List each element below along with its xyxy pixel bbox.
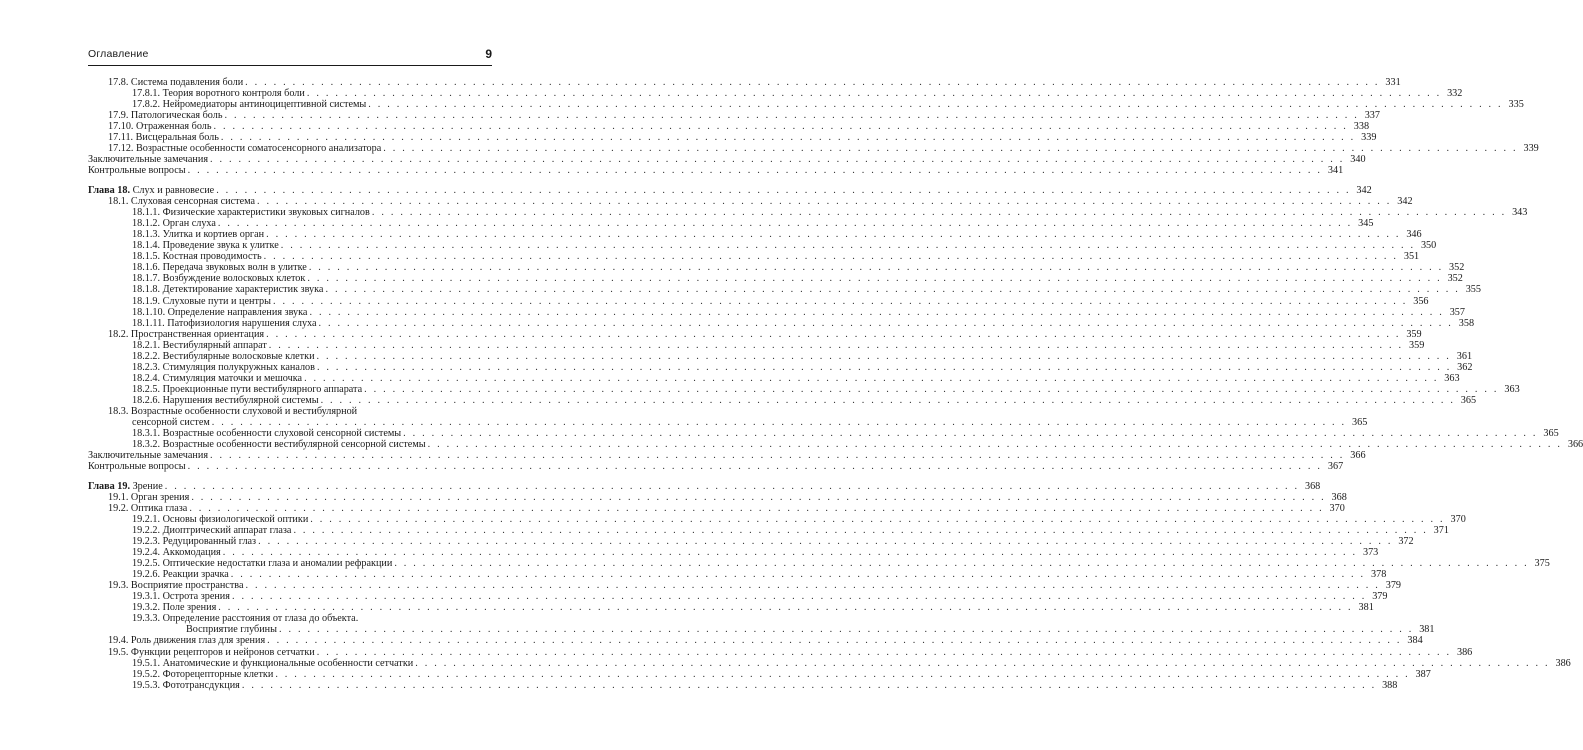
toc-entry-title	[132, 262, 309, 273]
toc-page-number: 359	[1406, 328, 1422, 340]
toc-leader-dots: . . . . . . . . . . . . . . . . . . . . . . . . . . . . . . . . . . . . . . . . . . . . . . . . . . . . . . . . . . . . . . . . . . . . . . . . . . . . . . . . . . . . . . . . . . . . . . . . . . . . . . . . . . . . . . . . . . . . . . . .	[371, 207, 1507, 219]
toc-entry-text: 18.3. Возрастные особенности слуховой и вестибулярной	[108, 406, 358, 417]
toc-entry-text: 18.3.2. Возрастные особенности вестибулярной сенсорной системы	[132, 439, 426, 451]
toc-page-number: 339	[1361, 132, 1377, 144]
toc-entry-text: 18.2.5. Проекционные пути вестибулярного аппарата	[132, 383, 363, 395]
toc-leader-dots: . . . . . . . . . . . . . . . . . . . . . . . . . . . . . . . . . . . . . . . . . . . . . . . . . . . . . . . . . . . . . . . . . . . . . . . . . . . . . . . . . . . . . . . . . . . . . . . . . . . . . . . . . . . . . . . . . . . . . . . .	[306, 88, 1442, 99]
toc-entry[interactable]	[132, 569, 1387, 581]
toc-leader-dots: . . . . . . . . . . . . . . . . . . . . . . . . . . . . . . . . . . . . . . . . . . . . . . . . . . . . . . . . . . . . . . . . . . . . . . . . . . . . . . . . . . . . . . . . . . . . . . . . . . . . . . . . . . . . . . . . . . . . . . . .	[268, 339, 1404, 351]
toc-page-number: 368	[1304, 480, 1321, 492]
toc-leader-dots: . . . . . . . . . . . . . . . . . . . . . . . . . . . . . . . . . . . . . . . . . . . . . . . . . . . . . . . . . . . . . . . . . . . . . . . . . . . . . . . . . . . . . . . . . . . . . . . . . . . . . . . . . . . . . . . . . . . . . . . .	[210, 154, 1345, 166]
toc-entry[interactable]	[132, 339, 1425, 351]
toc-entry[interactable]	[132, 372, 1460, 384]
toc-entry-title	[132, 373, 304, 384]
toc-entry-text: 19.3.3. Определение расстояния от глаза до объекта.	[132, 613, 359, 625]
toc-entry-text: 18.1.9. Слуховые пути и центры	[132, 295, 271, 307]
toc-entry[interactable]	[132, 679, 1398, 691]
toc-entry-title	[108, 503, 189, 514]
toc-chapter-label: Глава 18.	[88, 185, 131, 196]
toc-leader-dots: . . . . . . . . . . . . . . . . . . . . . . . . . . . . . . . . . . . . . . . . . . . . . . . . . . . . . . . . . . . . . . . . . . . . . . . . . . . . . . . . . . . . . . . . . . . . . . . . . . . . . . . . . . . . . . . . . . . . . . . .	[222, 547, 1358, 559]
toc-entry-title	[108, 492, 191, 503]
toc-entry-text: 18.1. Слуховая сенсорная система	[108, 196, 256, 207]
toc-leader-dots: . . . . . . . . . . . . . . . . . . . . . . . . . . . . . . . . . . . . . . . . . . . . . . . . . . . . . . . . . . . . . . . . . . . . . . . . . . . . . . . . . . . . . . . . . . . . . . . . . . . . . . . . . . . . . . . . . . . . . . . .	[266, 229, 1401, 241]
toc-leader-dots: . . . . . . . . . . . . . . . . . . . . . . . . . . . . . . . . . . . . . . . . . . . . . . . . . . . . . . . . . . . . . . . . . . . . . . . . . . . . . . . . . . . . . . . . . . . . . . . . . . . . . . . . . . . . . . . . . . . . . . . .	[187, 461, 1323, 473]
toc-page-number: 361	[1456, 350, 1473, 362]
toc-entry-title	[132, 351, 317, 362]
toc-page-number: 332	[1447, 88, 1463, 99]
toc-entry-text: 18.2.3. Стимуляция полукружных каналов	[132, 361, 315, 373]
toc-entry[interactable]	[132, 558, 1550, 570]
toc-entry[interactable]	[132, 513, 1466, 525]
toc-entry[interactable]	[132, 383, 1520, 395]
toc-entry-text: 17.8.2. Нейромедиаторы антиноцицептивной системы	[132, 99, 367, 111]
toc-page-number: 341	[1327, 165, 1344, 177]
toc-entry-title	[132, 340, 269, 351]
toc-entry-title	[108, 580, 245, 591]
toc-leader-dots: . . . . . . . . . . . . . . . . . . . . . . . . . . . . . . . . . . . . . . . . . . . . . . . . . . . . . . . . . . . . . . . . . . . . . . . . . . . . . . . . . . . . . . . . . . . . . . . . . . . . . . . . . . . . . . . . . . . . . . . .	[217, 218, 1353, 230]
toc-entry-title	[132, 536, 258, 547]
toc-leader-dots: . . . . . . . . . . . . . . . . . . . . . . . . . . . . . . . . . . . . . . . . . . . . . . . . . . . . . . . . . . . . . . . . . . . . . . . . . . . . . . . . . . . . . . . . . . . . . . . . . . . . . . . . . . . . . . . . . . . . . . . .	[191, 491, 1326, 503]
toc-entry[interactable]	[132, 668, 1431, 680]
toc-page-number: 358	[1458, 317, 1475, 329]
toc-entry-title	[132, 428, 403, 439]
toc-leader-dots: . . . . . . . . . . . . . . . . . . . . . . . . . . . . . . . . . . . . . . . . . . . . . . . . . . . . . . . . . . . . . . . . . . . . . . . . . . . . . . . . . . . . . . . . . . . . . . . . . . . . . . . . . . . . . . . . . . . . . . . .	[275, 668, 1410, 680]
toc-entry[interactable]	[108, 143, 1539, 155]
toc-page-number: 340	[1350, 154, 1366, 166]
toc-page-number: 386	[1555, 657, 1571, 669]
toc-entry[interactable]	[108, 77, 1401, 88]
toc-entry-text: 18.1.11. Патофизиология нарушения слуха	[132, 317, 317, 329]
toc-leader-dots: . . . . . . . . . . . . . . . . . . . . . . . . . . . . . . . . . . . . . . . . . . . . . . . . . . . . . . . . . . . . . . . . . . . . . . . . . . . . . . . . . . . . . . . . . . . . . . . . . . . . . . . . . . . . . . . . . . . . . . . .	[220, 132, 1356, 144]
toc-leader-dots: . . . . . . . . . . . . . . . . . . . . . . . . . . . . . . . . . . . . . . . . . . . . . . . . . . . . . . . . . . . . . . . . . . . . . . . . . . . . . . . . . . . . . . . . . . . . . . . . . . . . . . . . . . . . . . . . . . . . . . . .	[218, 602, 1353, 614]
toc-entry-title	[108, 406, 357, 417]
toc-page-number: 368	[1331, 491, 1347, 503]
toc-entry-title	[132, 251, 264, 262]
toc-entry-title	[88, 165, 188, 176]
toc-entry-title	[132, 229, 266, 240]
toc-entry-title	[108, 329, 266, 340]
toc-leader-dots: . . . . . . . . . . . . . . . . . . . . . . . . . . . . . . . . . . . . . . . . . . . . . . . . . . . . . . . . . . . . . . . . . . . . . . . . . . . . . . . . . . . . . . . . . . . . . . . . . . . . . . . . . . . . . . . . . . . . . . . .	[210, 450, 1345, 462]
toc-entry[interactable]	[132, 229, 1422, 241]
toc-leader-dots: . . . . . . . . . . . . . . . . . . . . . . . . . . . . . . . . . . . . . . . . . . . . . . . . . . . . . . . . . . . . . . . . . . . . . . . . . . . . . . . . . . . . . . . . . . . . . . . . . . . . . . . . . . . . . . . . . . . . . . . .	[245, 580, 1380, 592]
toc-chapter-entry[interactable]	[88, 480, 1321, 492]
toc-leader-dots: . . . . . . . . . . . . . . . . . . . . . . . . . . . . . . . . . . . . . . . . . . . . . . . . . . . . . . . . . . . . . . . . . . . . . . . . . . . . . . . . . . . . . . . . . . . . . . . . . . . . . . . . . . . . . . . . . . . . . . . .	[267, 635, 1402, 647]
toc-entry-title	[132, 395, 321, 406]
toc-entry-text: 19.1. Орган зрения	[108, 491, 190, 503]
toc-leader-dots: . . . . . . . . . . . . . . . . . . . . . . . . . . . . . . . . . . . . . . . . . . . . . . . . . . . . . . . . . . . . . . . . . . . . . . . . . . . . . . . . . . . . . . . . . . . . . . . . . . . . . . . . . . . . . . . . . . . . . . . .	[364, 383, 1499, 395]
toc-entry-text: сенсорной систем	[132, 417, 210, 428]
toc-leader-dots: . . . . . . . . . . . . . . . . . . . . . . . . . . . . . . . . . . . . . . . . . . . . . . . . . . . . . . . . . . . . . . . . . . . . . . . . . . . . . . . . . . . . . . . . . . . . . . . . . . . . . . . . . . . . . . . . . . . . . . . .	[241, 679, 1377, 691]
toc-entry-title	[132, 362, 317, 373]
toc-page-number: 366	[1350, 450, 1366, 462]
toc-leader-dots: . . . . . . . . . . . . . . . . . . . . . . . . . . . . . . . . . . . . . . . . . . . . . . . . . . . . . . . . . . . . . . . . . . . . . . . . . . . . . . . . . . . . . . . . . . . . . . . . . . . . . . . . . . . . . . . . . . . . . . . .	[316, 350, 1452, 362]
toc-page-number: 375	[1534, 558, 1550, 570]
toc-entry-text: 19.3.1. Острота зрения	[132, 591, 230, 603]
toc-leader-dots: . . . . . . . . . . . . . . . . . . . . . . . . . . . . . . . . . . . . . . . . . . . . . . . . . . . . . . . . . . . . . . . . . . . . . . . . . . . . . . . . . . . . . . . . . . . . . . . . . . . . . . . . . . . . . . . . . . . . . . . .	[258, 536, 1393, 547]
toc-entry-title	[88, 481, 165, 492]
toc-leader-dots: . . . . . . . . . . . . . . . . . . . . . . . . . . . . . . . . . . . . . . . . . . . . . . . . . . . . . . . . . . . . . . . . . . . . . . . . . . . . . . . . . . . . . . . . . . . . . . . . . . . . . . . . . . . . . . . . . . . . . . . .	[394, 558, 1529, 570]
toc-entry[interactable]	[132, 99, 1524, 111]
toc-entry-text: Восприятие глубины	[186, 624, 277, 636]
toc-page-number: 345	[1358, 218, 1374, 230]
toc-entry[interactable]	[88, 461, 1344, 473]
toc-page-number: 343	[1512, 207, 1528, 219]
toc-page-number: 366	[1567, 439, 1583, 451]
toc-entry-text: 18.2.6. Нарушения вестибулярной системы	[132, 394, 319, 406]
toc-leader-dots: . . . . . . . . . . . . . . . . . . . . . . . . . . . . . . . . . . . . . . . . . . . . . . . . . . . . . . . . . . . . . . . . . . . . . . . . . . . . . . . . . . . . . . . . . . . . . . . . . . . . . . . . . . . . . . . . . . . . . . . .	[263, 251, 1399, 263]
toc-page-number: 338	[1353, 121, 1370, 133]
toc-entry[interactable]	[132, 525, 1449, 536]
toc-entry[interactable]	[88, 154, 1366, 166]
toc-page-number: 351	[1403, 251, 1420, 263]
toc-entry-text: 19.2. Оптика глаза	[108, 502, 188, 514]
toc-entry[interactable]	[108, 502, 1345, 514]
toc-page-number: 363	[1444, 372, 1460, 384]
toc-leader-dots: . . . . . . . . . . . . . . . . . . . . . . . . . . . . . . . . . . . . . . . . . . . . . . . . . . . . . . . . . . . . . . . . . . . . . . . . . . . . . . . . . . . . . . . . . . . . . . . . . . . . . . . . . . . . . . . . . . . . . . . .	[427, 439, 1563, 451]
toc-leader-dots: . . . . . . . . . . . . . . . . . . . . . . . . . . . . . . . . . . . . . . . . . . . . . . . . . . . . . . . . . . . . . . . . . . . . . . . . . . . . . . . . . . . . . . . . . . . . . . . . . . . . . . . . . . . . . . . . . . . . . . . .	[309, 306, 1444, 318]
toc-entry[interactable]	[132, 207, 1528, 219]
toc-entry[interactable]	[132, 417, 1368, 428]
toc-entry-title	[132, 613, 358, 624]
toc-leader-dots: . . . . . . . . . . . . . . . . . . . . . . . . . . . . . . . . . . . . . . . . . . . . . . . . . . . . . . . . . . . . . . . . . . . . . . . . . . . . . . . . . . . . . . . . . . . . . . . . . . . . . . . . . . . . . . . . . . . . . . . .	[325, 284, 1460, 296]
toc-entry[interactable]	[108, 406, 357, 417]
toc-entry-title	[132, 439, 428, 450]
toc-entry-title	[132, 591, 232, 602]
toc-entry-text: 18.1.7. Возбуждение волосковых клеток	[132, 273, 306, 285]
toc-leader-dots: . . . . . . . . . . . . . . . . . . . . . . . . . . . . . . . . . . . . . . . . . . . . . . . . . . . . . . . . . . . . . . . . . . . . . . . . . . . . . . . . . . . . . . . . . . . . . . . . . . . . . . . . . . . . . . . . . . . . . . . .	[224, 110, 1359, 122]
toc-entry-title	[108, 143, 383, 154]
toc-entry-title	[132, 207, 372, 218]
toc-page-number: 365	[1352, 417, 1368, 428]
toc-entry-title	[88, 450, 210, 461]
toc-entry-text: Слух и равновесие	[132, 185, 215, 196]
toc-leader-dots: . . . . . . . . . . . . . . . . . . . . . . . . . . . . . . . . . . . . . . . . . . . . . . . . . . . . . . . . . . . . . . . . . . . . . . . . . . . . . . . . . . . . . . . . . . . . . . . . . . . . . . . . . . . . . . . . . . . . . . . .	[307, 273, 1442, 285]
toc-entry[interactable]	[132, 350, 1473, 362]
toc-entry-text: 19.5.1. Анатомические и функциональные особенности сетчатки	[132, 657, 414, 669]
toc-entry-text: 17.11. Висцеральная боль	[108, 132, 219, 144]
toc-entry-title	[132, 99, 368, 110]
toc-entry-text: 18.2.1. Вестибулярный аппарат	[132, 339, 267, 351]
toc-leader-dots: . . . . . . . . . . . . . . . . . . . . . . . . . . . . . . . . . . . . . . . . . . . . . . . . . . . . . . . . . . . . . . . . . . . . . . . . . . . . . . . . . . . . . . . . . . . . . . . . . . . . . . . . . . . . . . . . . . . . . . . .	[211, 417, 1347, 428]
toc-entry-text: Заключительные замечания	[88, 450, 209, 462]
toc-entry-title	[108, 77, 245, 88]
toc-entry-text: 19.5. Функции рецепторов и нейронов сетчатки	[108, 646, 315, 658]
toc-entry-text: 18.1.2. Орган слуха	[132, 218, 216, 230]
toc-entry-text: 18.1.4. Проведение звука к улитке	[132, 240, 279, 252]
toc-leader-dots: . . . . . . . . . . . . . . . . . . . . . . . . . . . . . . . . . . . . . . . . . . . . . . . . . . . . . . . . . . . . . . . . . . . . . . . . . . . . . . . . . . . . . . . . . . . . . . . . . . . . . . . . . . . . . . . . . . . . . . . .	[257, 196, 1392, 207]
toc-entry-title	[132, 558, 394, 569]
toc-entry[interactable]	[132, 251, 1420, 263]
toc-leader-dots: . . . . . . . . . . . . . . . . . . . . . . . . . . . . . . . . . . . . . . . . . . . . . . . . . . . . . . . . . . . . . . . . . . . . . . . . . . . . . . . . . . . . . . . . . . . . . . . . . . . . . . . . . . . . . . . . . . . . . . . .	[187, 165, 1323, 177]
toc-leader-dots: . . . . . . . . . . . . . . . . . . . . . . . . . . . . . . . . . . . . . . . . . . . . . . . . . . . . . . . . . . . . . . . . . . . . . . . . . . . . . . . . . . . . . . . . . . . . . . . . . . . . . . . . . . . . . . . . . . . . . . . .	[216, 185, 1351, 196]
toc-entry-text: 18.1.3. Улитка и кортиев орган	[132, 229, 265, 241]
toc-entry-text: Контрольные вопросы	[88, 165, 186, 177]
toc-entry-text: 17.12. Возрастные особенности соматосенсорного анализатора	[108, 143, 382, 155]
toc-page-number: 362	[1457, 361, 1473, 373]
toc-leader-dots: . . . . . . . . . . . . . . . . . . . . . . . . . . . . . . . . . . . . . . . . . . . . . . . . . . . . . . . . . . . . . . . . . . . . . . . . . . . . . . . . . . . . . . . . . . . . . . . . . . . . . . . . . . . . . . . . . . . . . . . .	[213, 121, 1349, 133]
toc-page-number: 373	[1362, 547, 1379, 559]
toc-entry[interactable]	[132, 536, 1414, 547]
toc-entry[interactable]	[132, 306, 1465, 318]
toc-entry-text: 18.2.2. Вестибулярные волосковые клетки	[132, 350, 315, 362]
toc-page-number: 387	[1415, 668, 1431, 680]
toc-page-number: 381	[1358, 602, 1374, 614]
toc-entry-title	[108, 110, 224, 121]
toc-entry[interactable]	[132, 547, 1379, 559]
toc-entry-title	[132, 525, 293, 536]
running-header-title: Оглавление	[88, 48, 149, 60]
toc-chapter-label: Глава 19.	[88, 480, 131, 492]
toc-entry-title	[132, 669, 275, 680]
toc-entry-text: Заключительные замечания	[88, 154, 209, 166]
toc-entry-title	[132, 318, 319, 329]
toc-leader-dots: . . . . . . . . . . . . . . . . . . . . . . . . . . . . . . . . . . . . . . . . . . . . . . . . . . . . . . . . . . . . . . . . . . . . . . . . . . . . . . . . . . . . . . . . . . . . . . . . . . . . . . . . . . . . . . . . . . . . . . . .	[293, 525, 1428, 536]
toc-entry[interactable]	[132, 361, 1473, 373]
toc-entry-text: 19.2.1. Основы физиологической оптики	[132, 513, 309, 525]
toc-page-number: 370	[1450, 513, 1466, 525]
toc-entry[interactable]	[108, 635, 1423, 647]
toc-entry-text: 18.2. Пространственная ориентация	[108, 328, 265, 340]
toc-page-number: 367	[1327, 461, 1344, 473]
toc-entry-title	[132, 602, 218, 613]
toc-entry-text: 18.1.8. Детектирование характеристик звука	[132, 284, 324, 296]
toc-entry[interactable]	[132, 240, 1437, 252]
toc-leader-dots: . . . . . . . . . . . . . . . . . . . . . . . . . . . . . . . . . . . . . . . . . . . . . . . . . . . . . . . . . . . . . . . . . . . . . . . . . . . . . . . . . . . . . . . . . . . . . . . . . . . . . . . . . . . . . . . . . . . . . . . .	[230, 569, 1366, 581]
toc-page-number: 370	[1329, 502, 1345, 514]
toc-entry[interactable]	[132, 88, 1463, 99]
toc-entry-title	[132, 273, 307, 284]
toc-leader-dots: . . . . . . . . . . . . . . . . . . . . . . . . . . . . . . . . . . . . . . . . . . . . . . . . . . . . . . . . . . . . . . . . . . . . . . . . . . . . . . . . . . . . . . . . . . . . . . . . . . . . . . . . . . . . . . . . . . . . . . . .	[189, 502, 1324, 514]
toc-entry[interactable]	[132, 394, 1477, 406]
toc-entry-text: 19.2.4. Аккомодация	[132, 547, 221, 559]
toc-entry-title	[132, 417, 212, 428]
toc-leader-dots: . . . . . . . . . . . . . . . . . . . . . . . . . . . . . . . . . . . . . . . . . . . . . . . . . . . . . . . . . . . . . . . . . . . . . . . . . . . . . . . . . . . . . . . . . . . . . . . . . . . . . . . . . . . . . . . . . . . . . . . .	[310, 513, 1445, 525]
toc-leader-dots: . . . . . . . . . . . . . . . . . . . . . . . . . . . . . . . . . . . . . . . . . . . . . . . . . . . . . . . . . . . . . . . . . . . . . . . . . . . . . . . . . . . . . . . . . . . . . . . . . . . . . . . . . . . . . . . . . . . . . . . .	[320, 394, 1456, 406]
toc-page-number: 342	[1356, 185, 1372, 196]
toc-page-number: 350	[1420, 240, 1437, 252]
toc-entry[interactable]	[108, 110, 1380, 122]
toc-entry[interactable]	[108, 121, 1370, 133]
toc-leader-dots: . . . . . . . . . . . . . . . . . . . . . . . . . . . . . . . . . . . . . . . . . . . . . . . . . . . . . . . . . . . . . . . . . . . . . . . . . . . . . . . . . . . . . . . . . . . . . . . . . . . . . . . . . . . . . . . . . . . . . . . .	[415, 657, 1550, 669]
toc-page-number: 372	[1398, 536, 1414, 547]
toc-page-number: 386	[1456, 646, 1473, 658]
toc-leader-dots: . . . . . . . . . . . . . . . . . . . . . . . . . . . . . . . . . . . . . . . . . . . . . . . . . . . . . . . . . . . . . . . . . . . . . . . . . . . . . . . . . . . . . . . . . . . . . . . . . . . . . . . . . . . . . . . . . . . . . . . .	[318, 317, 1454, 329]
toc-entry-text: 17.10. Отраженная боль	[108, 121, 212, 133]
toc-page-number: 379	[1372, 591, 1388, 603]
toc-leader-dots: . . . . . . . . . . . . . . . . . . . . . . . . . . . . . . . . . . . . . . . . . . . . . . . . . . . . . . . . . . . . . . . . . . . . . . . . . . . . . . . . . . . . . . . . . . . . . . . . . . . . . . . . . . . . . . . . . . . . . . . .	[231, 591, 1367, 603]
toc-entry-text: 19.5.2. Фоторецепторные клетки	[132, 668, 274, 680]
toc-page-number: 352	[1447, 273, 1463, 285]
toc-entry-text: 19.2.5. Оптические недостатки глаза и аномалии рефракции	[132, 558, 393, 570]
toc-entry-text: 18.1.5. Костная проводимость	[132, 251, 262, 263]
toc-page-number: 384	[1407, 635, 1423, 647]
toc-leader-dots: . . . . . . . . . . . . . . . . . . . . . . . . . . . . . . . . . . . . . . . . . . . . . . . . . . . . . . . . . . . . . . . . . . . . . . . . . . . . . . . . . . . . . . . . . . . . . . . . . . . . . . . . . . . . . . . . . . . . . . . .	[280, 240, 1416, 252]
toc-leader-dots: . . . . . . . . . . . . . . . . . . . . . . . . . . . . . . . . . . . . . . . . . . . . . . . . . . . . . . . . . . . . . . . . . . . . . . . . . . . . . . . . . . . . . . . . . . . . . . . . . . . . . . . . . . . . . . . . . . . . . . . .	[316, 361, 1452, 373]
toc-leader-dots: . . . . . . . . . . . . . . . . . . . . . . . . . . . . . . . . . . . . . . . . . . . . . . . . . . . . . . . . . . . . . . . . . . . . . . . . . . . . . . . . . . . . . . . . . . . . . . . . . . . . . . . . . . . . . . . . . . . . . . . .	[304, 372, 1439, 384]
toc-entry[interactable]	[186, 624, 1435, 636]
toc-entry[interactable]	[88, 450, 1366, 462]
toc-entry-title	[132, 384, 364, 395]
toc-entry-text: 19.2.6. Реакции зрачка	[132, 569, 229, 581]
toc-entry-title	[108, 196, 257, 207]
toc-page-number: 379	[1385, 580, 1401, 592]
toc-entry-title	[108, 647, 317, 658]
toc-page-number: 363	[1504, 383, 1520, 395]
toc-leader-dots: . . . . . . . . . . . . . . . . . . . . . . . . . . . . . . . . . . . . . . . . . . . . . . . . . . . . . . . . . . . . . . . . . . . . . . . . . . . . . . . . . . . . . . . . . . . . . . . . . . . . . . . . . . . . . . . . . . . . . . . .	[266, 328, 1401, 340]
toc-entry[interactable]	[88, 165, 1344, 177]
toc-entry[interactable]	[132, 295, 1429, 307]
toc-entry-title	[108, 121, 214, 132]
toc-entry[interactable]	[132, 284, 1481, 296]
toc-entry[interactable]	[132, 218, 1374, 230]
toc-entry-text: 18.1.6. Передача звуковых волн в улитке	[132, 262, 307, 274]
toc-leader-dots: . . . . . . . . . . . . . . . . . . . . . . . . . . . . . . . . . . . . . . . . . . . . . . . . . . . . . . . . . . . . . . . . . . . . . . . . . . . . . . . . . . . . . . . . . . . . . . . . . . . . . . . . . . . . . . . . . . . . . . . .	[273, 295, 1408, 307]
toc-entry-text: 17.8.1. Теория воротного контроля боли	[132, 88, 305, 99]
toc-page-number: 365	[1460, 394, 1477, 406]
toc-entry[interactable]	[132, 657, 1571, 669]
toc-entry-title	[132, 307, 309, 318]
toc-entry-text: 17.8. Система подавления боли	[108, 77, 244, 88]
toc-entry-title	[132, 218, 218, 229]
toc-entry[interactable]	[132, 591, 1388, 603]
toc-entry-title	[88, 461, 188, 472]
toc-entry[interactable]	[132, 317, 1475, 329]
toc-leader-dots: . . . . . . . . . . . . . . . . . . . . . . . . . . . . . . . . . . . . . . . . . . . . . . . . . . . . . . . . . . . . . . . . . . . . . . . . . . . . . . . . . . . . . . . . . . . . . . . . . . . . . . . . . . . . . . . . . . . . . . . .	[164, 480, 1300, 492]
toc-entry-title	[132, 680, 242, 691]
toc-leader-dots: . . . . . . . . . . . . . . . . . . . . . . . . . . . . . . . . . . . . . . . . . . . . . . . . . . . . . . . . . . . . . . . . . . . . . . . . . . . . . . . . . . . . . . . . . . . . . . . . . . . . . . . . . . . . . . . . . . . . . . . .	[245, 77, 1380, 88]
toc-page-number: 356	[1413, 295, 1429, 307]
toc-entry[interactable]	[108, 132, 1377, 144]
toc-entry-text: Зрение	[132, 480, 163, 492]
toc-entry-title	[132, 569, 231, 580]
toc-entry[interactable]	[108, 491, 1347, 503]
toc-entry-title	[132, 296, 273, 307]
toc-entry-title	[88, 154, 210, 165]
toc-leader-dots: . . . . . . . . . . . . . . . . . . . . . . . . . . . . . . . . . . . . . . . . . . . . . . . . . . . . . . . . . . . . . . . . . . . . . . . . . . . . . . . . . . . . . . . . . . . . . . . . . . . . . . . . . . . . . . . . . . . . . . . .	[278, 624, 1414, 636]
toc-entry-text: 18.1.1. Физические характеристики звуковых сигналов	[132, 207, 370, 219]
toc-entry[interactable]	[108, 196, 1413, 207]
toc-page-number: 346	[1406, 229, 1422, 241]
toc-entry-text: 17.9. Патологическая боль	[108, 110, 223, 122]
toc-entry-title	[108, 635, 267, 646]
toc-page-number: 388	[1382, 679, 1398, 691]
toc-page-number: 378	[1371, 569, 1387, 581]
toc-page-number: 359	[1409, 339, 1425, 351]
toc-page-number: 342	[1397, 196, 1413, 207]
page-number: 9	[485, 47, 492, 61]
toc-leader-dots: . . . . . . . . . . . . . . . . . . . . . . . . . . . . . . . . . . . . . . . . . . . . . . . . . . . . . . . . . . . . . . . . . . . . . . . . . . . . . . . . . . . . . . . . . . . . . . . . . . . . . . . . . . . . . . . . . . . . . . . .	[383, 143, 1518, 155]
toc-entry-title	[132, 240, 281, 251]
toc-entry-text: 19.4. Роль движения глаз для зрения	[108, 635, 266, 647]
toc-entry[interactable]	[108, 580, 1401, 592]
toc-entry-text: Контрольные вопросы	[88, 461, 186, 473]
toc-page-number: 365	[1543, 428, 1559, 440]
toc-entry[interactable]	[132, 439, 1583, 451]
toc-page-number: 371	[1433, 525, 1449, 536]
toc-entry-text: 19.2.3. Редуцированный глаз	[132, 536, 257, 547]
toc-entry[interactable]	[132, 262, 1465, 274]
toc-page-number: 331	[1385, 77, 1401, 88]
toc-entry-text: 19.3.2. Поле зрения	[132, 602, 217, 614]
toc-entry-text: 18.2.4. Стимуляция маточки и мешочка	[132, 372, 303, 384]
toc-entry-text: 19.2.2. Диоптрический аппарат глаза	[132, 525, 292, 536]
toc-page-number: 339	[1523, 143, 1539, 155]
toc-leader-dots: . . . . . . . . . . . . . . . . . . . . . . . . . . . . . . . . . . . . . . . . . . . . . . . . . . . . . . . . . . . . . . . . . . . . . . . . . . . . . . . . . . . . . . . . . . . . . . . . . . . . . . . . . . . . . . . . . . . . . . . .	[316, 646, 1452, 658]
toc-page-number: 352	[1449, 262, 1465, 274]
toc-entry-title	[132, 547, 223, 558]
toc-page-number: 335	[1508, 99, 1524, 111]
toc-entry-text: 18.1.10. Определение направления звука	[132, 306, 308, 318]
toc-page-number: 357	[1449, 306, 1465, 318]
toc-entry-title	[132, 658, 415, 669]
toc-entry[interactable]	[132, 273, 1463, 285]
toc-entry[interactable]	[132, 613, 358, 624]
toc-entry-title	[132, 88, 307, 99]
toc-entry-text: 19.3. Восприятие пространства	[108, 580, 244, 592]
toc-entry-title	[186, 624, 279, 635]
toc-entry[interactable]	[132, 602, 1374, 614]
toc-entry[interactable]	[108, 328, 1422, 340]
toc-entry-text: 19.5.3. Фототрансдукция	[132, 679, 240, 691]
toc-entry-title	[132, 514, 310, 525]
toc-entry[interactable]	[108, 646, 1473, 658]
toc-entry-title	[88, 185, 216, 196]
toc-chapter-entry[interactable]	[88, 185, 1372, 196]
toc-page-number: 337	[1364, 110, 1380, 122]
toc-leader-dots: . . . . . . . . . . . . . . . . . . . . . . . . . . . . . . . . . . . . . . . . . . . . . . . . . . . . . . . . . . . . . . . . . . . . . . . . . . . . . . . . . . . . . . . . . . . . . . . . . . . . . . . . . . . . . . . . . . . . . . . .	[308, 262, 1444, 274]
toc-entry[interactable]	[132, 428, 1559, 440]
toc-entry-title	[132, 284, 325, 295]
toc-page-number: 355	[1465, 284, 1481, 296]
toc-page-number: 381	[1419, 624, 1435, 636]
toc-leader-dots: . . . . . . . . . . . . . . . . . . . . . . . . . . . . . . . . . . . . . . . . . . . . . . . . . . . . . . . . . . . . . . . . . . . . . . . . . . . . . . . . . . . . . . . . . . . . . . . . . . . . . . . . . . . . . . . . . . . . . . . .	[368, 99, 1503, 111]
toc-leader-dots: . . . . . . . . . . . . . . . . . . . . . . . . . . . . . . . . . . . . . . . . . . . . . . . . . . . . . . . . . . . . . . . . . . . . . . . . . . . . . . . . . . . . . . . . . . . . . . . . . . . . . . . . . . . . . . . . . . . . . . . .	[403, 428, 1538, 440]
toc-entry-title	[108, 132, 221, 143]
toc-entry-text: 18.3.1. Возрастные особенности слуховой сенсорной системы	[132, 428, 402, 440]
